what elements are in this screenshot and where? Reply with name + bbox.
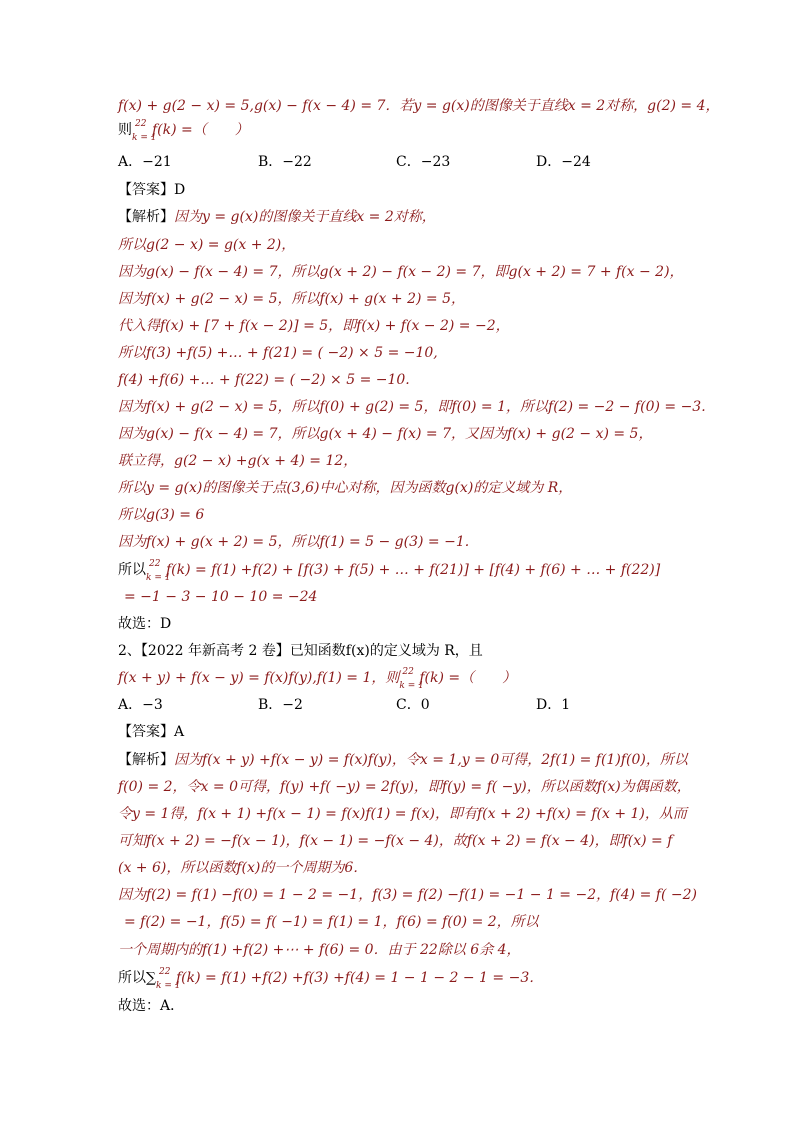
q2-analysis-line-3: 可知f(x + 2) = −f(x − 1)，f(x − 1) = −f(x − 4)，故f(x + 2) = f(x − 4)，即f(x) = f bbox=[118, 833, 673, 849]
sum-upper: 22 bbox=[135, 119, 147, 129]
q1-option-d: D．−24 bbox=[536, 154, 591, 170]
analysis-label: 【解析】 bbox=[118, 752, 174, 768]
q2-option-a: A．−3 bbox=[118, 697, 163, 713]
q2-analysis-line-1: f(0) = 2，令x = 0可得，f(y) +f( −y) = 2f(y)，即f(y) = f( −y)，所以函数f(x)为偶函数， bbox=[118, 779, 691, 795]
q1-answer bbox=[118, 180, 185, 200]
q1-stem-line2 bbox=[118, 119, 249, 143]
question-source: 【2022 年新高考 2 卷】 bbox=[140, 643, 290, 659]
q2-analysis-line-4: (x + 6)，所以函数f(x)的一个周期为6． bbox=[118, 860, 368, 876]
sum-lower: k = 1 bbox=[132, 133, 157, 143]
q1-analysis-line-1: 所以g(2 − x) = g(x + 2)， bbox=[118, 237, 296, 253]
sum-upper: 22 bbox=[402, 667, 414, 677]
sum-lower: k = 1 bbox=[146, 573, 171, 583]
sum-symbol bbox=[132, 119, 157, 143]
sum-symbol bbox=[399, 667, 424, 691]
q1-analysis-line-12: 因为f(x) + g(x + 2) = 5，所以f(1) = 5 − g(3) = −1. bbox=[118, 534, 470, 550]
question-number: 2、 bbox=[118, 643, 141, 659]
question-text: 已知函数f(x)的定义域为 R，且 bbox=[289, 643, 483, 659]
q1-sum-line-cont: = −1 − 3 − 10 − 10 = −24 bbox=[124, 589, 318, 605]
q1-analysis-line-6: f(4) +f(6) +… + f(22) = ( −2) × 5 = −10. bbox=[118, 372, 410, 388]
q2-analysis-line-7: 一个周期内的f(1) +f(2) +⋯ + f(6) = 0．由于 22除以 6余 4， bbox=[118, 942, 521, 958]
sum-symbol bbox=[156, 967, 181, 991]
q1-analysis-line-7: 因为f(x) + g(2 − x) = 5，所以f(0) + g(2) = 5，即f(0) = 1，所以f(2) = −2 − f(0) = −3. bbox=[118, 399, 706, 415]
q1-analysis-line-10: 所以y = g(x)的图像关于点(3,6)中心对称，因为函数g(x)的定义域为 R， bbox=[118, 480, 573, 496]
q2-analysis-line-0: 【解析】因为f(x + y) +f(x − y) = f(x)f(y)，令x = 1,y = 0可得，2f(1) = f(1)f(0)，所以 bbox=[118, 752, 688, 768]
q1-analysis-line-3: 因为f(x) + g(2 − x) = 5，所以f(x) + g(x + 2) = 5， bbox=[118, 291, 465, 307]
sum-upper: 22 bbox=[149, 559, 161, 569]
answer-label: 【答案】 bbox=[118, 724, 174, 740]
q1-analysis-line-5: 所以f(3) +f(5) +… + f(21) = ( −2) × 5 = −10, bbox=[118, 345, 438, 361]
analysis-label: 【解析】 bbox=[118, 209, 174, 225]
sum-symbol bbox=[146, 559, 171, 583]
q2-conclusion: 故选：A． bbox=[118, 998, 185, 1014]
sum-lower: k = 1 bbox=[399, 681, 424, 691]
sum-lower: k = 1 bbox=[156, 981, 181, 991]
answer-value: D bbox=[174, 182, 186, 198]
q2-answer bbox=[118, 722, 184, 742]
q2-analysis-line-6: = f(2) = −1，f(5) = f( −1) = f(1) = 1，f(6) = f(0) = 2，所以 bbox=[124, 914, 539, 930]
q2-stem-line: f(x + y) + f(x − y) = f(x)f(y),f(1) = 1，则 22 k = 1 f(k) =（ ） bbox=[118, 668, 516, 688]
answer-label: 【答案】 bbox=[118, 182, 174, 198]
q1-stem-suffix: f(k) =（ ） bbox=[152, 122, 249, 138]
q1-option-a: A．−21 bbox=[118, 154, 172, 170]
answer-value: A bbox=[174, 724, 185, 740]
q1-analysis-line-11: 所以g(3) = 6 bbox=[118, 507, 205, 523]
q2-heading bbox=[118, 641, 483, 661]
q2-option-d: D．1 bbox=[536, 697, 571, 713]
q1-analysis-line-0: 【解析】因为y = g(x)的图像关于直线x = 2对称， bbox=[118, 209, 436, 225]
q1-conclusion: 故选：D bbox=[118, 616, 172, 632]
q2-option-c: C．0 bbox=[396, 697, 430, 713]
sum-upper: 22 bbox=[159, 967, 171, 977]
q2-option-b: B．−2 bbox=[258, 697, 303, 713]
q2-sum-line: 所以∑ 22 k = 1 f(k) = f(1) +f(2) +f(3) +f(4) = 1 − 1 − 2 − 1 = −3． bbox=[118, 968, 543, 988]
q1-analysis-line-8: 因为g(x) − f(x − 4) = 7，所以g(x + 4) − f(x) = 7，又因为f(x) + g(2 − x) = 5， bbox=[118, 426, 653, 442]
q2-analysis-line-2: 令y = 1得，f(x + 1) +f(x − 1) = f(x)f(1) = f(x)，即有f(x + 2) +f(x) = f(x + 1)，从而 bbox=[118, 806, 687, 822]
q1-stem-prefix: 则 bbox=[118, 122, 132, 138]
q1-option-c: C．−23 bbox=[396, 154, 451, 170]
q1-analysis-line-9: 联立得，g(2 − x) +g(x + 4) = 12， bbox=[118, 453, 358, 469]
q1-analysis-line-4: 代入得f(x) + [7 + f(x − 2)] = 5，即f(x) + f(x − 2) = −2， bbox=[118, 318, 510, 334]
q1-analysis-line-2: 因为g(x) − f(x − 4) = 7，所以g(x + 2) − f(x − 2) = 7，即g(x + 2) = 7 + f(x − 2)， bbox=[118, 264, 684, 280]
q2-analysis-line-5: 因为f(2) = f(1) −f(0) = 1 − 2 = −1，f(3) = f(2) −f(1) = −1 − 1 = −2，f(4) = f( −2) bbox=[118, 887, 697, 903]
q1-stem-line1: f(x) + g(2 − x) = 5,g(x) − f(x − 4) = 7．若y = g(x)的图像关于直线x = 2对称，g(2) = 4， bbox=[118, 98, 720, 114]
q1-sum-line: 所以 22 k = 1 f(k) = f(1) +f(2) + [f(3) + f(5) + … + f(21)] + [f(4) + f(6) + … + f(22)] bbox=[118, 560, 660, 580]
q1-option-b: B．−22 bbox=[258, 154, 312, 170]
